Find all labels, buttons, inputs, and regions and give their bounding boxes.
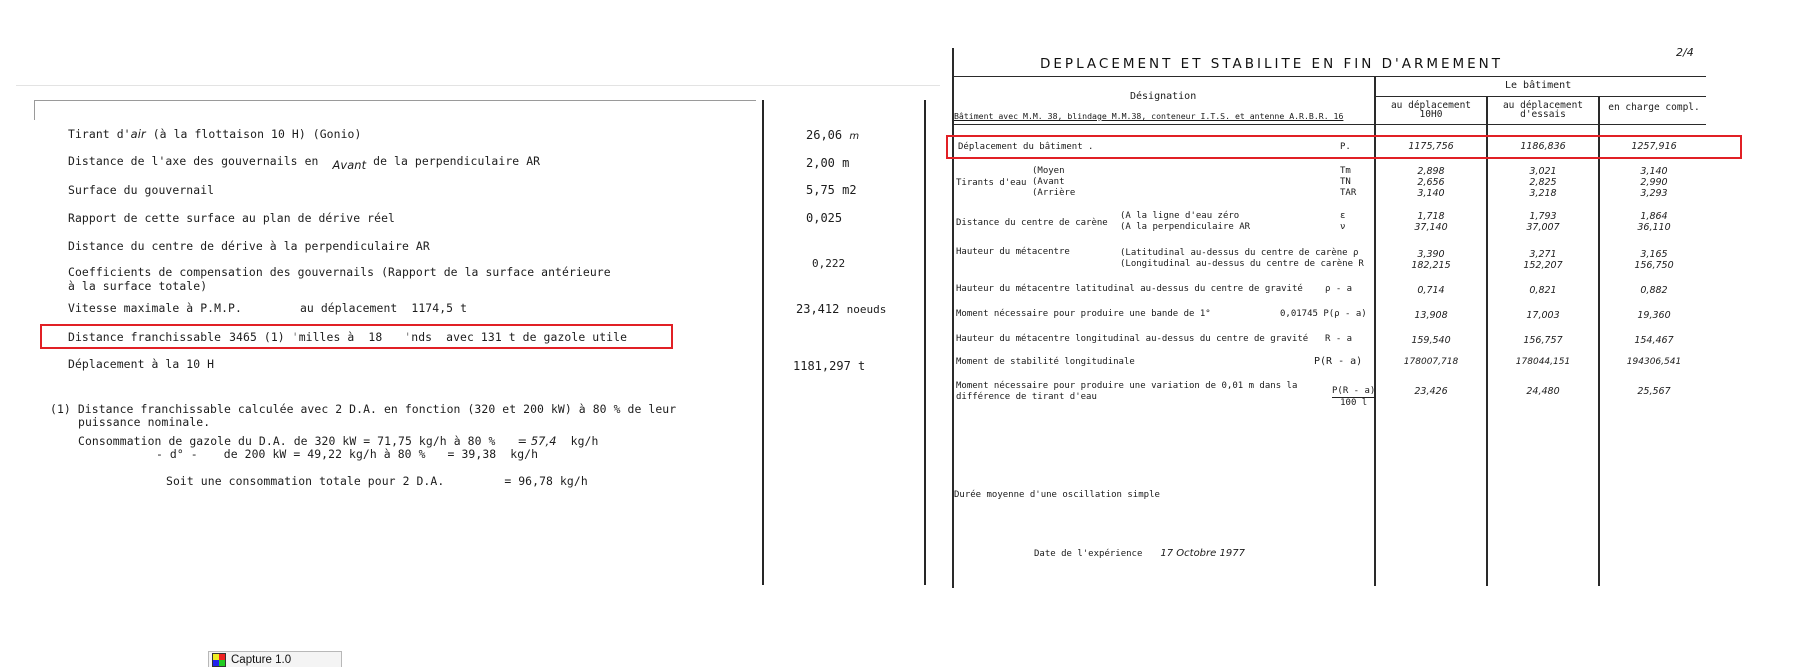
cell-value: 3,165 xyxy=(1640,249,1668,260)
cell-value: 36,110 xyxy=(1637,222,1671,233)
top-separator xyxy=(16,85,940,86)
bande-col1: 13,908 xyxy=(1414,310,1448,321)
row-number: 1174,5 xyxy=(411,301,454,315)
row-metacentre-latitudinal-symbol: ρ - a xyxy=(1325,284,1353,294)
row-tirants-label: Tirants d'eau xyxy=(956,178,1027,188)
col1-header xyxy=(1376,101,1486,119)
sub-label: (Arrière xyxy=(1032,188,1076,198)
footnote-value: = 57,4 xyxy=(517,434,557,448)
col2-header xyxy=(1488,101,1598,119)
symbol-numerator: P(R - a) xyxy=(1332,386,1376,396)
row-moment-bande-label: Moment nécessaire pour produire une bande de 1° xyxy=(956,309,1211,319)
row-moment-stabilite-symbol: P(R - a) xyxy=(1314,356,1363,367)
cell-value: 152,207 xyxy=(1523,260,1563,271)
table-header-bottom-line xyxy=(952,124,1706,125)
row-distance-franchissable: Distance franchissable 3465 (1) 'milles à 18 'nds avec 131 t de gazole utile xyxy=(68,330,628,344)
symbol: TN xyxy=(1340,177,1351,187)
cell-value: 2,898 xyxy=(1417,166,1445,177)
row-metacentre-label: Hauteur du métacentre xyxy=(956,247,1070,257)
footnote-ditto: - d° - xyxy=(156,447,198,461)
row-moment-variation-symbol xyxy=(1332,386,1375,409)
tirants-col2 xyxy=(1488,166,1598,199)
value-distance-gouvernails: 2,00 m xyxy=(806,156,850,170)
deplacement-col2: 1186,836 xyxy=(1520,141,1566,152)
row-metacentre-subs xyxy=(1120,248,1364,270)
value-rapport-surface: 0,025 xyxy=(806,211,843,225)
longitudinal-col2: 156,757 xyxy=(1523,335,1563,346)
cell-value: 3,293 xyxy=(1640,188,1668,199)
row-moment-bande-symbol: 0,01745 P(ρ - a) xyxy=(1280,309,1367,319)
value-number: 26,06 xyxy=(806,128,843,142)
capture-taskbar-label: Capture 1.0 xyxy=(231,654,292,666)
footnote-line-3 xyxy=(78,434,598,448)
value-coefficients: 0,222 xyxy=(812,257,846,270)
handwritten-word: air xyxy=(130,127,146,141)
metacentre-col2 xyxy=(1488,249,1598,271)
footnote-value: = 39,38 xyxy=(447,447,497,461)
row-number: 3465 (1) xyxy=(229,330,285,344)
footnote-unit: kg/h xyxy=(570,434,599,448)
experience-date-line xyxy=(1034,548,1245,559)
row-deplacement-symbol: P. xyxy=(1340,142,1351,152)
page-number: 2/4 xyxy=(1676,46,1694,59)
sub-label: (Latitudinal au-dessus du centre de carène ρ xyxy=(1120,248,1359,258)
stabilite-col2: 178044,151 xyxy=(1515,357,1571,367)
row-distance-gouvernails xyxy=(68,154,541,172)
cell-value: 1,864 xyxy=(1640,211,1668,222)
symbol: ν xyxy=(1340,222,1346,232)
right-document-scan xyxy=(940,0,1808,590)
footnote-unit: kg/h xyxy=(510,447,539,461)
cell-value: 3,140 xyxy=(1417,188,1445,199)
row-label-rest: avec 131 t de gazole utile xyxy=(446,330,628,344)
latitudinal-col2: 0,821 xyxy=(1529,285,1557,296)
footnote-total: = 96,78 kg/h xyxy=(504,474,588,488)
row-label-line2: à la surface totale) xyxy=(68,279,208,293)
cell-value: 37,007 xyxy=(1526,222,1560,233)
row-label: Vitesse maximale à P.M.P. xyxy=(68,301,242,315)
deplacement-col3: 1257,916 xyxy=(1631,141,1677,152)
col3-header: en charge compl. xyxy=(1608,102,1700,113)
cell-value: 182,215 xyxy=(1411,260,1451,271)
footnote-line-2: puissance nominale. xyxy=(78,415,211,429)
date-value: 17 Octobre 1977 xyxy=(1160,548,1245,559)
row-moment-variation-label xyxy=(956,381,1297,403)
row-surface-gouvernail: Surface du gouvernail xyxy=(68,183,215,197)
capture-taskbar-button[interactable] xyxy=(208,651,342,667)
cell-value: 3,218 xyxy=(1529,188,1557,199)
row-number-2: 18 xyxy=(368,330,383,344)
row-coefficients xyxy=(68,265,611,293)
value-tirant-air xyxy=(806,128,859,142)
variation-col1: 23,426 xyxy=(1414,386,1448,397)
row-metacentre-longitudinal-symbol: R - a xyxy=(1325,334,1353,344)
designation-header: Désignation xyxy=(1130,91,1197,102)
row-label: Distance franchissable xyxy=(68,330,222,344)
symbol: TAR xyxy=(1340,188,1357,198)
row-deplacement-10h: Déplacement à la 10 H xyxy=(68,357,215,371)
carene-col1 xyxy=(1376,211,1486,233)
table-left-border xyxy=(952,48,954,588)
table-subtitle: Bâtiment avec M.M. 38, blindage M.M.38, conteneur I.T.S. et antenne A.R.B.R. 16 xyxy=(954,111,1344,121)
carene-col2 xyxy=(1488,211,1598,233)
left-document-scan xyxy=(0,0,940,590)
cell-value: 2,656 xyxy=(1417,177,1445,188)
bande-col2: 17,003 xyxy=(1526,310,1560,321)
col1-header-line1: au déplacement xyxy=(1390,100,1472,111)
value-unit: m xyxy=(849,131,860,142)
variation-col3: 25,567 xyxy=(1637,386,1671,397)
cell-value: 3,271 xyxy=(1529,249,1557,260)
sub-label: (Avant xyxy=(1032,177,1065,187)
row-tirants-symbols xyxy=(1340,166,1356,199)
value-surface-gouvernail: 5,75 m2 xyxy=(806,183,857,197)
symbol: Tm xyxy=(1340,166,1351,176)
value-vitesse-maximale xyxy=(796,302,886,316)
row-unit: t xyxy=(460,301,468,315)
row-tirants-subs xyxy=(1032,166,1075,199)
column-divider-2 xyxy=(924,100,926,585)
sub-label: (Moyen xyxy=(1032,166,1065,176)
col2-header-line2: d'essais xyxy=(1520,109,1566,120)
frame-left-line xyxy=(34,100,35,120)
cell-value: 3,390 xyxy=(1417,249,1445,260)
cell-value: 1,718 xyxy=(1417,211,1445,222)
tirants-col3 xyxy=(1600,166,1708,199)
sub-label: (Longitudinal au-dessus du centre de carène R xyxy=(1120,259,1364,269)
row-rapport-surface: Rapport de cette surface au plan de dérive réel xyxy=(68,211,396,225)
bande-col3: 19,360 xyxy=(1637,310,1671,321)
row-tirant-air xyxy=(68,127,361,141)
longitudinal-col3: 154,467 xyxy=(1634,335,1674,346)
row-label: Coefficients de compensation des gouvernails (Rapport de la surface antérieure xyxy=(68,265,611,279)
row-carene-subs xyxy=(1120,211,1250,233)
column-divider-1 xyxy=(762,100,764,585)
oscillation-label: Durée moyenne d'une oscillation simple xyxy=(954,490,1160,500)
batiment-under-line xyxy=(1376,96,1706,97)
row-vitesse-maximale xyxy=(68,301,467,315)
tirants-col1 xyxy=(1376,166,1486,199)
footnote-text: Consommation de gazole du D.A. de 320 kW = 71,75 kg/h à 80 % xyxy=(78,434,496,448)
cell-value: 3,140 xyxy=(1640,166,1668,177)
row-metacentre-latitudinal-label: Hauteur du métacentre latitudinal au-dessus du centre de gravité xyxy=(956,284,1303,294)
row-carene-symbols xyxy=(1340,211,1345,233)
symbol-denominator: 100 l xyxy=(1340,398,1368,408)
row-deplacement-label: Déplacement du bâtiment . xyxy=(958,142,1094,152)
latitudinal-col1: 0,714 xyxy=(1417,285,1445,296)
stabilite-col3: 194306,541 xyxy=(1626,357,1682,367)
value-unit: noeuds xyxy=(846,303,887,316)
cell-value: 2,990 xyxy=(1640,177,1668,188)
cell-value: 37,140 xyxy=(1414,222,1448,233)
value-deplacement-10h: 1181,297 t xyxy=(793,359,866,373)
row-label-rest: (à la flottaison 10 H) (Gonio) xyxy=(145,127,362,141)
latitudinal-col3: 0,882 xyxy=(1640,285,1668,296)
variation-col2: 24,480 xyxy=(1526,386,1560,397)
label-line2: différence de tirant d'eau xyxy=(956,392,1097,402)
row-carene-label: Distance du centre de carène xyxy=(956,218,1108,228)
document-title: DEPLACEMENT ET STABILITE EN FIN D'ARMEMENT xyxy=(1040,56,1504,72)
footnote-line-1: (1) Distance franchissable calculée avec 2 D.A. en fonction (320 et 200 kW) à 80 % de leur xyxy=(50,402,677,416)
cell-value: 3,021 xyxy=(1529,166,1557,177)
metacentre-col3 xyxy=(1600,249,1708,271)
longitudinal-col1: 159,540 xyxy=(1411,335,1451,346)
col1-header-line2: 10H0 xyxy=(1419,109,1443,120)
label-line1: Moment nécessaire pour produire une variation de 0,01 m dans la xyxy=(956,381,1298,391)
row-distance-derive: Distance du centre de dérive à la perpendiculaire AR xyxy=(68,239,430,253)
col2-header-line1: au déplacement xyxy=(1502,100,1584,111)
cell-value: 156,750 xyxy=(1634,260,1674,271)
row-label-mid: milles à xyxy=(298,330,355,344)
row-label-mid-2: nds xyxy=(411,330,433,344)
cell-value: 1,793 xyxy=(1529,211,1557,222)
stabilite-col1: 178007,718 xyxy=(1403,357,1459,367)
sub-label: (A la perpendiculaire AR xyxy=(1120,222,1251,232)
carene-col3 xyxy=(1600,211,1708,233)
row-label-rest: de la perpendiculaire AR xyxy=(366,154,541,168)
sub-label: (A la ligne d'eau zéro xyxy=(1120,211,1240,221)
table-header-line xyxy=(952,76,1706,77)
footnote-line-4 xyxy=(156,447,538,461)
row-label: Tirant d' xyxy=(68,127,131,141)
footnote-text: Soit une consommation totale pour 2 D.A. xyxy=(166,474,445,488)
row-moment-stabilite-label: Moment de stabilité longitudinale xyxy=(956,357,1135,367)
capture-app-icon xyxy=(212,653,226,667)
deplacement-col1: 1175,756 xyxy=(1408,141,1454,152)
batiment-header: Le bâtiment xyxy=(1505,80,1572,91)
frame-top-line xyxy=(34,100,756,101)
row-label: Distance de l'axe des gouvernails en xyxy=(68,154,319,168)
handwritten-word: Avant xyxy=(332,158,367,172)
date-label: Date de l'expérience xyxy=(1034,549,1143,559)
footnote-line-5 xyxy=(166,474,588,488)
row-label-mid: au déplacement xyxy=(299,301,398,315)
row-metacentre-longitudinal-label: Hauteur du métacentre longitudinal au-dessus du centre de gravité xyxy=(956,334,1309,344)
value-number: 23,412 xyxy=(796,302,840,316)
metacentre-col1 xyxy=(1376,249,1486,271)
symbol: ε xyxy=(1340,211,1346,221)
footnote-text: de 200 kW = 49,22 kg/h à 80 % xyxy=(223,447,426,461)
cell-value: 2,825 xyxy=(1529,177,1557,188)
